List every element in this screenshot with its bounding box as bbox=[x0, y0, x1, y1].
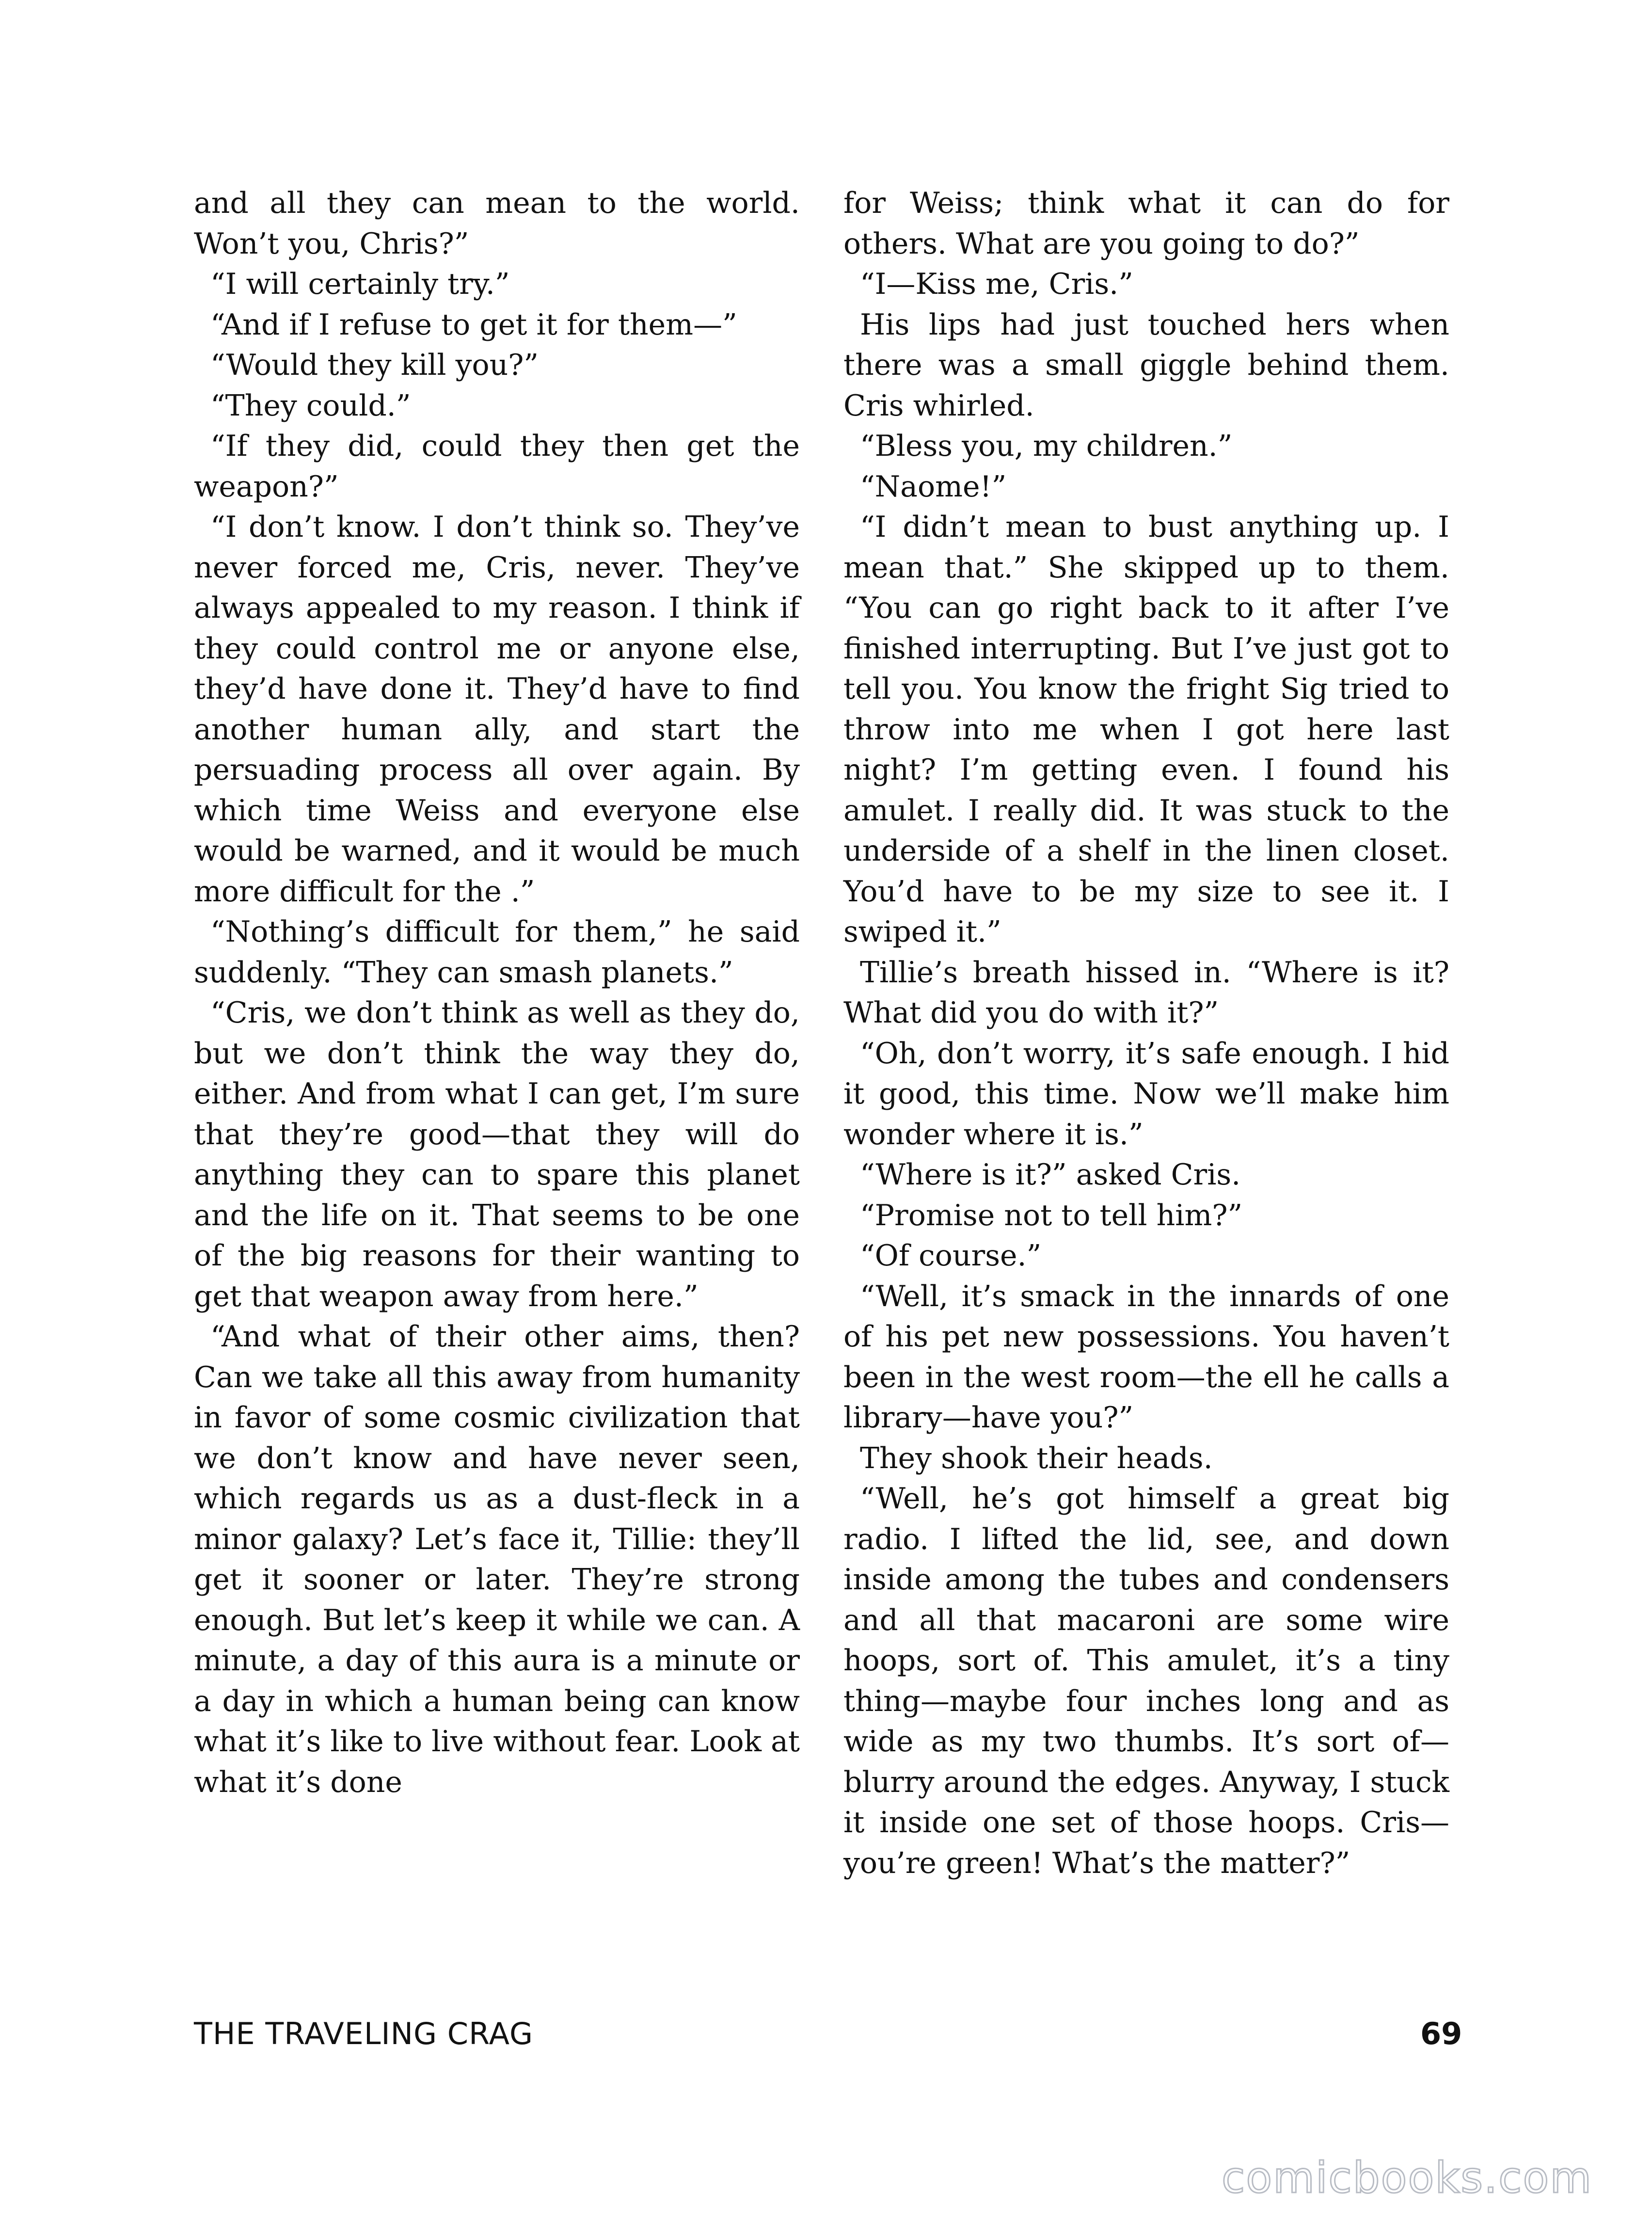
paragraph: “Where is it?” asked Cris. bbox=[860, 1158, 1241, 1192]
page-number: 69 bbox=[1420, 2016, 1462, 2051]
paragraph: “Oh, don’t worry, it’s safe enough. I hid it good, this time. Now we’ll make him wonder where it is.” bbox=[843, 1036, 1449, 1151]
right-column bbox=[843, 183, 1449, 1884]
paragraph: “They could.” bbox=[210, 388, 411, 423]
paragraph: His lips had just touched hers when there was a small giggle behind them. Cris whirled. bbox=[843, 307, 1449, 423]
paragraph: “I didn’t mean to bust anything up. I mean that.” She skipped up to them. “You can go right back to it after I’ve finished interrupting. But I’ve just got to tell you. You know the fright Sig tried to throw into me when I got here last night? I’m getting even. I found his amulet. I really did. It was stuck to the underside of a shelf in the linen closet. You’d have to be my size to see it. I swiped it.” bbox=[843, 510, 1449, 949]
paragraph: “If they did, could they then get the weapon?” bbox=[194, 429, 800, 504]
paragraph: “I will certainly try.” bbox=[210, 267, 510, 301]
paragraph: Tillie’s breath hissed in. “Where is it? What did you do with it?” bbox=[843, 955, 1449, 1030]
paragraph: “I don’t know. I don’t think so. They’ve never forced me, Cris, never. They’ve always appealed to my reason. I think if they could control me or anyone else, they’d have done it. They’d have to find another human ally, and start the persuading process all over again. By which time Weiss and everyone else would be warned, and it would be much more difficult for the .” bbox=[194, 510, 800, 909]
paragraph: “Bless you, my children.” bbox=[860, 429, 1233, 463]
paragraph: “Naome!” bbox=[860, 469, 1007, 504]
paragraph: “Well, it’s smack in the innards of one of his pet new possessions. You haven’t been in the west room—the ell he calls a library—have you?” bbox=[843, 1279, 1449, 1435]
paragraph: for Weiss; think what it can do for others. What are you going to do?” bbox=[843, 186, 1449, 261]
paragraph: “Of course.” bbox=[860, 1239, 1042, 1273]
paragraph: “And if I refuse to get it for them—” bbox=[210, 307, 737, 342]
paragraph: “And what of their other aims, then? Can we take all this away from humanity in favor of some cosmic civilization that we don’t know and have never seen, which regards us as a dust-fleck in a minor galaxy? Let’s face it, Tillie: they’ll get it sooner or later. They’re strong enough. But let’s keep it while we can. A minute, a day of this aura is a minute or a day in which a human being can know what it’s like to live without fear. Look at what it’s done bbox=[194, 1320, 800, 1799]
running-footer-title: THE TRAVELING CRAG bbox=[194, 2016, 534, 2051]
watermark: comicbooks.com bbox=[1222, 2153, 1593, 2203]
paragraph: “Well, he’s got himself a great big radio. I lifted the lid, see, and down inside among the tubes and condensers and all that macaroni are some wire hoops, sort of. This amulet, it’s a tiny thing—maybe four inches long and as wide as my two thumbs. It’s sort of—blurry around the edges. Anyway, I stuck it inside one set of those hoops. Cris—you’re green! What’s the matter?” bbox=[843, 1482, 1449, 1880]
paragraph: “Would they kill you?” bbox=[210, 348, 539, 382]
paragraph: “Cris, we don’t think as well as they do, but we don’t think the way they do, either. And from what I can get, I’m sure that they’re good—that they will do anything they can to spare this planet and the life on it. That seems to be one of the big reasons for their wanting to get that weapon away from here.” bbox=[194, 996, 800, 1313]
paragraph: and all they can mean to the world. Won’t you, Chris?” bbox=[194, 186, 800, 261]
left-column bbox=[194, 183, 800, 1803]
paragraph: “Nothing’s difficult for them,” he said suddenly. “They can smash planets.” bbox=[194, 915, 800, 990]
paragraph: “Promise not to tell him?” bbox=[860, 1198, 1243, 1232]
paragraph: They shook their heads. bbox=[860, 1441, 1213, 1475]
paragraph: “I—Kiss me, Cris.” bbox=[860, 267, 1133, 301]
